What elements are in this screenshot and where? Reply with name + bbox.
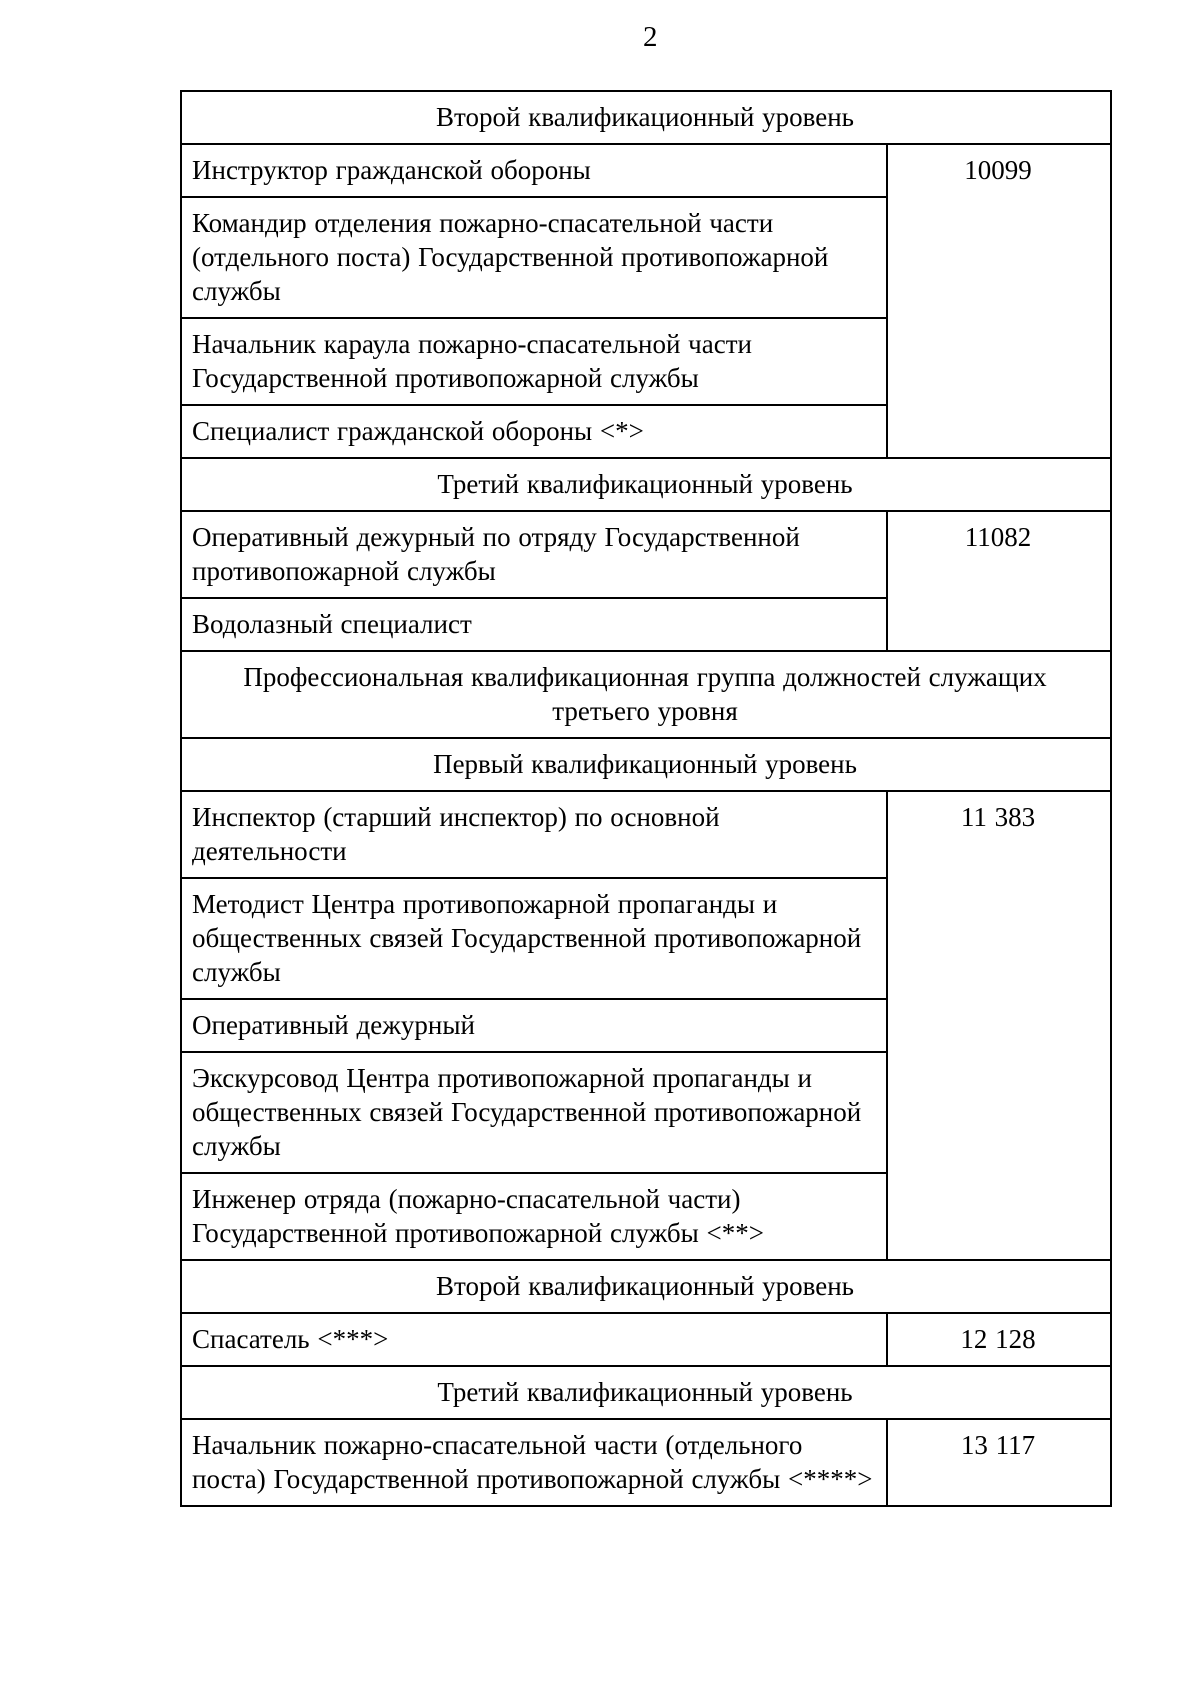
position-cell: Оперативный дежурный — [181, 999, 887, 1052]
qualification-level-header: Второй квалификационный уровень — [181, 91, 1111, 144]
table-row — [181, 144, 1111, 197]
table-row — [181, 1260, 1111, 1313]
position-cell: Спасатель <***> — [181, 1313, 887, 1366]
table-row — [181, 791, 1111, 878]
table-row — [181, 1419, 1111, 1506]
table-row — [181, 91, 1111, 144]
position-cell: Начальник пожарно-спасательной части (отдельного поста) Государственной противопожарной службы <****> — [181, 1419, 887, 1506]
position-cell: Инструктор гражданской обороны — [181, 144, 887, 197]
page-number: 2 — [643, 21, 658, 53]
position-cell: Начальник караула пожарно-спасательной части Государственной противопожарной службы — [181, 318, 887, 405]
professional-group-header: Профессиональная квалификационная группа должностей служащих третьего уровня — [181, 651, 1111, 738]
salary-value: 11 383 — [887, 791, 1111, 1260]
table-row — [181, 1313, 1111, 1366]
position-cell: Экскурсовод Центра противопожарной пропаганды и общественных связей Государственной противопожарной службы — [181, 1052, 887, 1173]
salary-value: 12 128 — [887, 1313, 1111, 1366]
position-cell: Методист Центра противопожарной пропаганды и общественных связей Государственной противопожарной службы — [181, 878, 887, 999]
qualification-level-header: Второй квалификационный уровень — [181, 1260, 1111, 1313]
position-cell: Командир отделения пожарно-спасательной части (отдельного поста) Государственной противопожарной службы — [181, 197, 887, 318]
table-row — [181, 651, 1111, 738]
table-row — [181, 1366, 1111, 1419]
salary-value: 13 117 — [887, 1419, 1111, 1506]
position-cell: Оперативный дежурный по отряду Государственной противопожарной службы — [181, 511, 887, 598]
salary-value: 10099 — [887, 144, 1111, 458]
qualification-level-header: Первый квалификационный уровень — [181, 738, 1111, 791]
table-row — [181, 738, 1111, 791]
qualification-level-header: Третий квалификационный уровень — [181, 458, 1111, 511]
qualification-level-header: Третий квалификационный уровень — [181, 1366, 1111, 1419]
table-row — [181, 511, 1111, 598]
salary-value: 11082 — [887, 511, 1111, 651]
position-cell: Водолазный специалист — [181, 598, 887, 651]
position-cell: Специалист гражданской обороны <*> — [181, 405, 887, 458]
position-cell: Инспектор (старший инспектор) по основной деятельности — [181, 791, 887, 878]
position-cell: Инженер отряда (пожарно-спасательной части) Государственной противопожарной службы <**> — [181, 1173, 887, 1260]
table-row — [181, 458, 1111, 511]
qualification-salary-table — [180, 90, 1112, 1507]
